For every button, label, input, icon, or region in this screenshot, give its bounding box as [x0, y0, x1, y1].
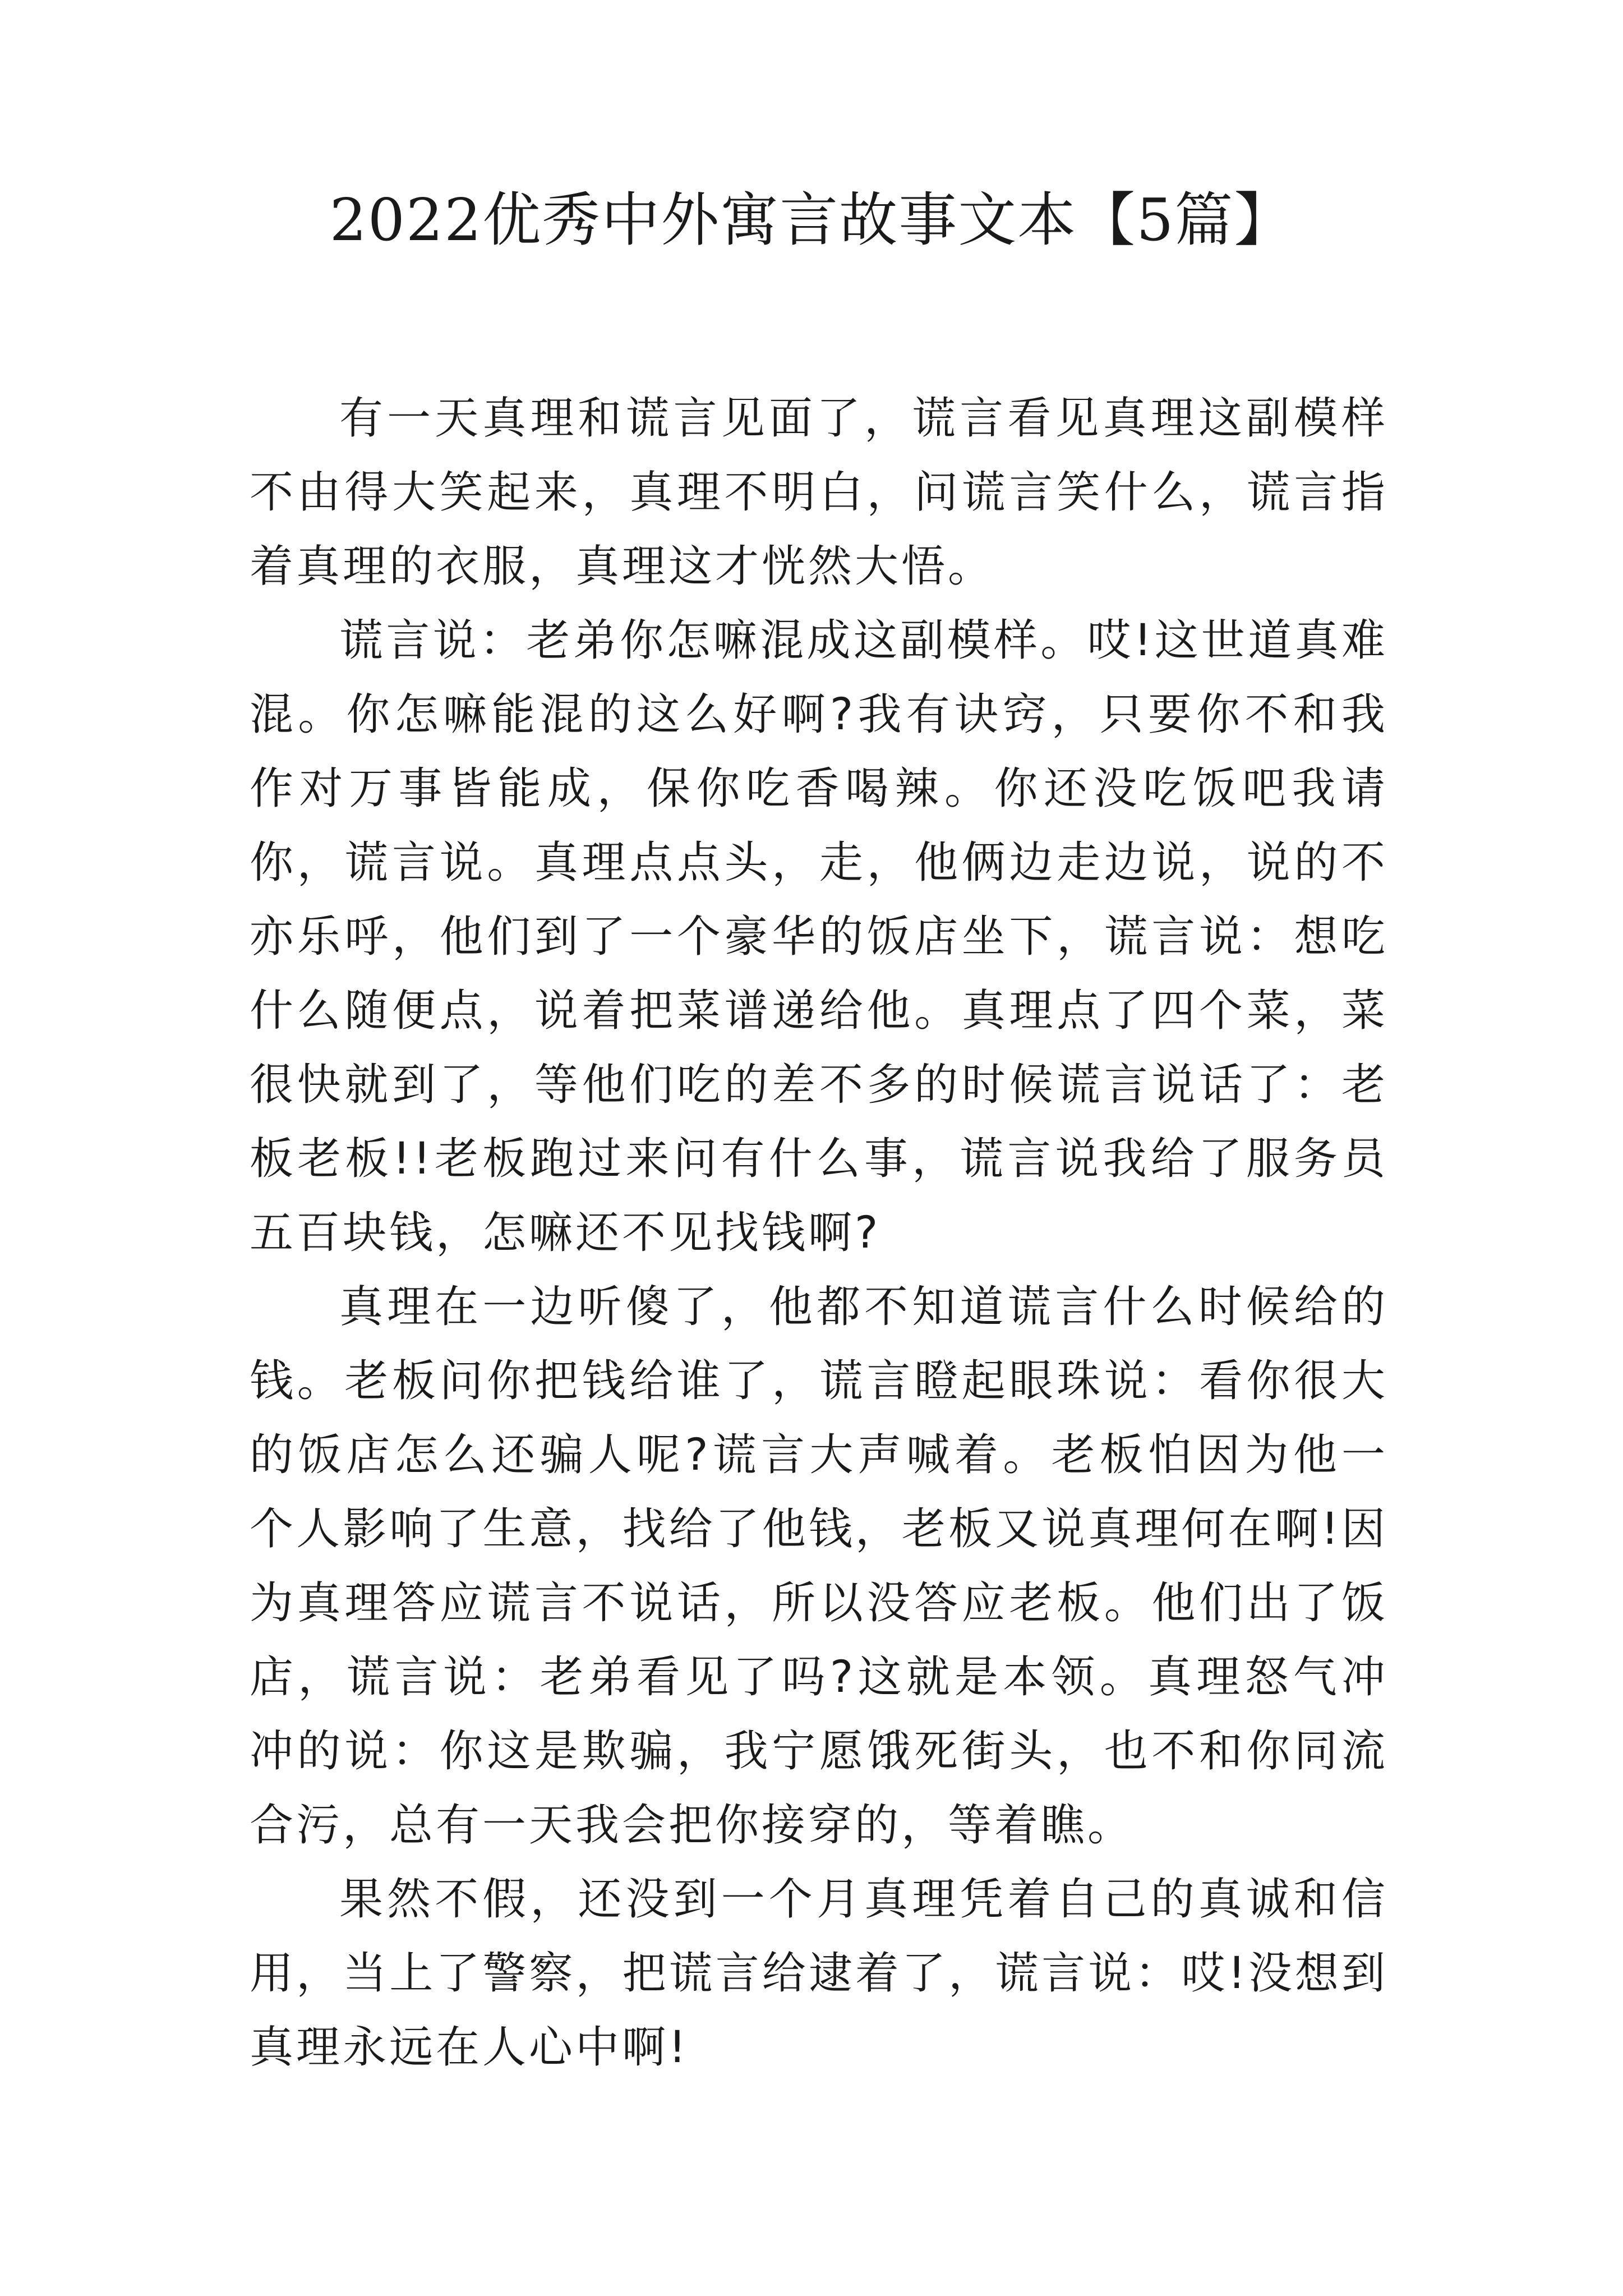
paragraph: 谎言说：老弟你怎嘛混成这副模样。哎!这世道真难混。你怎嘛能混的这么好啊?我有诀窍，只要你不和我作对万事皆能成，保你吃香喝辣。你还没吃饭吧我请你，谎言说。真理点点头，走，他俩边走边说，说的不亦乐呼，他们到了一个豪华的饭店坐下，谎言说：想吃什么随便点，说着把菜谱递给他。真理点了四个菜，菜很快就到了，等他们吃的差不多的时候谎言说话了：老板老板!!老板跑过来问有什么事，谎言说我给了服务员五百块钱，怎嘛还不见找钱啊?: [250, 615, 1388, 1258]
document-title: 2022优秀中外寓言故事文本【5篇】: [329, 186, 1294, 254]
document-body: [250, 381, 1388, 2085]
paragraph: 果然不假，还没到一个月真理凭着自己的真诚和信用，当上了警察，把谎言给逮着了，谎言说：哎!没想到真理永远在人心中啊!: [250, 1874, 1388, 2073]
paragraph: 有一天真理和谎言见面了，谎言看见真理这副模样不由得大笑起来，真理不明白，问谎言笑什么，谎言指着真理的衣服，真理这才恍然大悟。: [250, 393, 1388, 592]
paragraph: 真理在一边听傻了，他都不知道谎言什么时候给的钱。老板问你把钱给谁了，谎言瞪起眼珠说：看你很大的饭店怎么还骗人呢?谎言大声喊着。老板怕因为他一个人影响了生意，找给了他钱，老板又说真理何在啊!因为真理答应谎言不说话，所以没答应老板。他们出了饭店，谎言说：老弟看见了吗?这就是本领。真理怒气冲冲的说：你这是欺骗，我宁愿饿死街头，也不和你同流合污，总有一天我会把你接穿的，等着瞧。: [250, 1282, 1388, 1851]
